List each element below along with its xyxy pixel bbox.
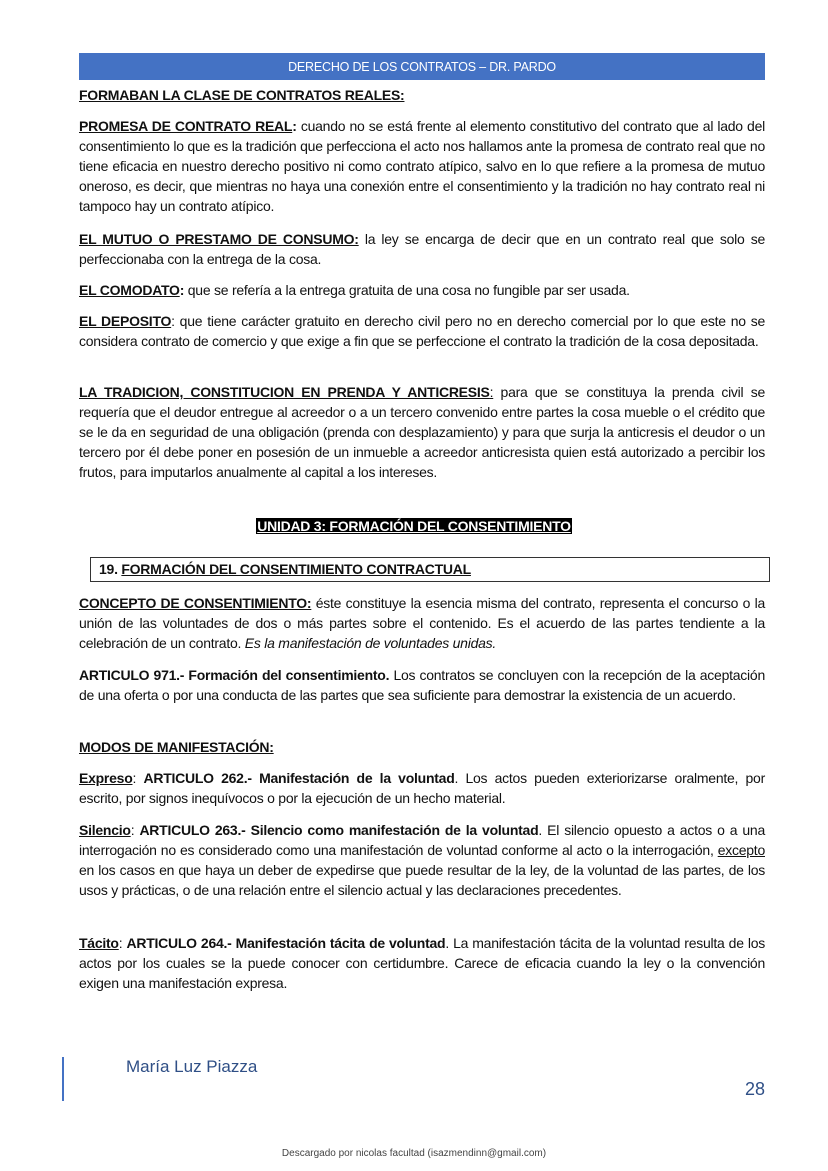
- silencio-article: ARTICULO 263.- Silencio como manifestación de la voluntad: [139, 822, 539, 838]
- art971-label: ARTICULO 971.- Formación del consentimiento.: [79, 667, 390, 683]
- comodato-text: que se refería a la entrega gratuita de una cosa no fungible par ser usada.: [184, 282, 630, 298]
- tradicion-text: para que se constituya la prenda civil se requería que el deudor entregue al acreedor o a un tercero convenido entre partes la cosa mueble o el crédito que se le da en seguridad de una obligación (prenda con desplazamiento) y para que surja la anticresis el deudor o un tercero por él debe poner en posesión de un inmueble a acreedor anticresista quien está autorizado a percibir los frutos, para imputarlos anualmente al capital a los intereses.: [79, 384, 765, 480]
- deposito-label: EL DEPOSITO: [79, 313, 172, 329]
- section-number: 19.: [99, 561, 122, 577]
- expreso-label: Expreso: [79, 770, 133, 786]
- silencio-underlined: excepto: [717, 842, 765, 858]
- colon: :: [292, 118, 297, 134]
- paragraph-silencio: [79, 820, 765, 900]
- comodato-label: EL COMODATO: [79, 282, 180, 298]
- separator: :: [118, 935, 127, 951]
- page-number: 28: [744, 1079, 765, 1099]
- tacito-article: ARTICULO 264.- Manifestación tácita de voluntad: [126, 935, 446, 951]
- expreso-text: . Los actos pueden exteriorizarse oralmente, por escrito, por signos inequívocos o por la ejecución de un hecho material.: [79, 770, 765, 806]
- mutuo-text: la ley se encarga de decir que en un contrato real que solo se perfeccionaba con la entrega de la cosa.: [79, 231, 765, 267]
- colon: :: [179, 282, 185, 298]
- separator: :: [130, 822, 140, 838]
- paragraph-concepto: [79, 593, 765, 653]
- tradicion-label: LA TRADICION, CONSTITUCION EN PRENDA Y ANTICRESIS: [79, 384, 490, 400]
- concepto-italic: Es la manifestación de voluntades unidas.: [244, 635, 497, 651]
- promesa-label: PROMESA DE CONTRATO REAL: [79, 118, 293, 134]
- modos-heading: MODOS DE MANIFESTACIÓN:: [79, 739, 274, 755]
- paragraph-expreso: [79, 768, 765, 808]
- concepto-label: CONCEPTO DE CONSENTIMIENTO:: [79, 595, 312, 611]
- footer-bar: [62, 1057, 64, 1101]
- paragraph-art971: [79, 665, 765, 705]
- paragraph-deposito: [79, 311, 765, 351]
- footer-author: María Luz Piazza: [126, 1057, 258, 1076]
- section-title: FORMACIÓN DEL CONSENTIMIENTO CONTRACTUAL: [121, 561, 471, 577]
- download-notice: Descargado por nicolas facultad (isazmendinn@gmail.com): [281, 1148, 547, 1159]
- paragraph-mutuo: [79, 229, 765, 269]
- paragraph-comodato: [79, 280, 765, 300]
- promesa-text: cuando no se está frente al elemento constitutivo del contrato que al lado del consentimiento lo que es la tradición que perfecciona el acto nos hallamos ante la promesa de contrato real que no tiene eficacia en nuestro derecho positivo ni como contrato atípico, salvo en lo que refiere a la promesa de mutuo oneroso, es decir, que mientras no haya una conexión entre el consentimiento y la tradición no hay contrato real ni tampoco hay un contrato atípico.: [79, 118, 765, 214]
- page-header: DERECHO DE LOS CONTRATOS – DR. PARDO: [79, 53, 765, 80]
- unit-heading: [0, 516, 828, 536]
- colon: :: [489, 384, 494, 400]
- tacito-label: Tácito: [79, 935, 119, 951]
- mutuo-label: EL MUTUO O PRESTAMO DE CONSUMO:: [79, 231, 359, 247]
- separator: :: [132, 770, 144, 786]
- concepto-text: éste constituye la esencia misma del contrato, representa el concurso o la unión de las voluntades de dos o más partes sobre el contenido. Es el acuerdo de las partes tendiente a la celebración de un contrato.: [79, 595, 765, 651]
- art971-text: Los contratos se concluyen con la recepción de la aceptación de una oferta o por una conducta de las partes que sea suficiente para demostrar la existencia de un acuerdo.: [79, 667, 765, 703]
- section-box: [90, 557, 770, 582]
- silencio-label: Silencio: [79, 822, 131, 838]
- silencio-text-2: en los casos en que haya un deber de expedirse que puede resultar de la ley, de la voluntad de las partes, de los usos y prácticas, o de una relación entre el silencio actual y las declaraciones precedentes.: [79, 862, 765, 898]
- expreso-article: ARTICULO 262.- Manifestación de la voluntad: [143, 770, 455, 786]
- paragraph-tradicion: [79, 382, 765, 482]
- paragraph-promesa: [79, 116, 765, 216]
- deposito-text: : que tiene carácter gratuito en derecho civil pero no en derecho comercial por lo que este no se considera contrato de comercio y que exige a fin que se perfeccione el contrato la tradición de la cosa depositada.: [79, 313, 765, 349]
- paragraph-tacito: [79, 933, 765, 993]
- unit-heading-text: UNIDAD 3: FORMACIÓN DEL CONSENTIMIENTO: [257, 518, 571, 534]
- silencio-text-1: . El silencio opuesto a actos o a una interrogación no es considerado como una manifestación de voluntad conforme al acto o la interrogación,: [79, 822, 766, 858]
- tacito-text: . La manifestación tácita de la voluntad resulta de los actos por los cuales se la puede conocer con certidumbre. Carece de eficacia cuando la ley o la convención exigen una manifestación expresa.: [79, 935, 765, 991]
- reales-heading: FORMABAN LA CLASE DE CONTRATOS REALES:: [79, 87, 405, 103]
